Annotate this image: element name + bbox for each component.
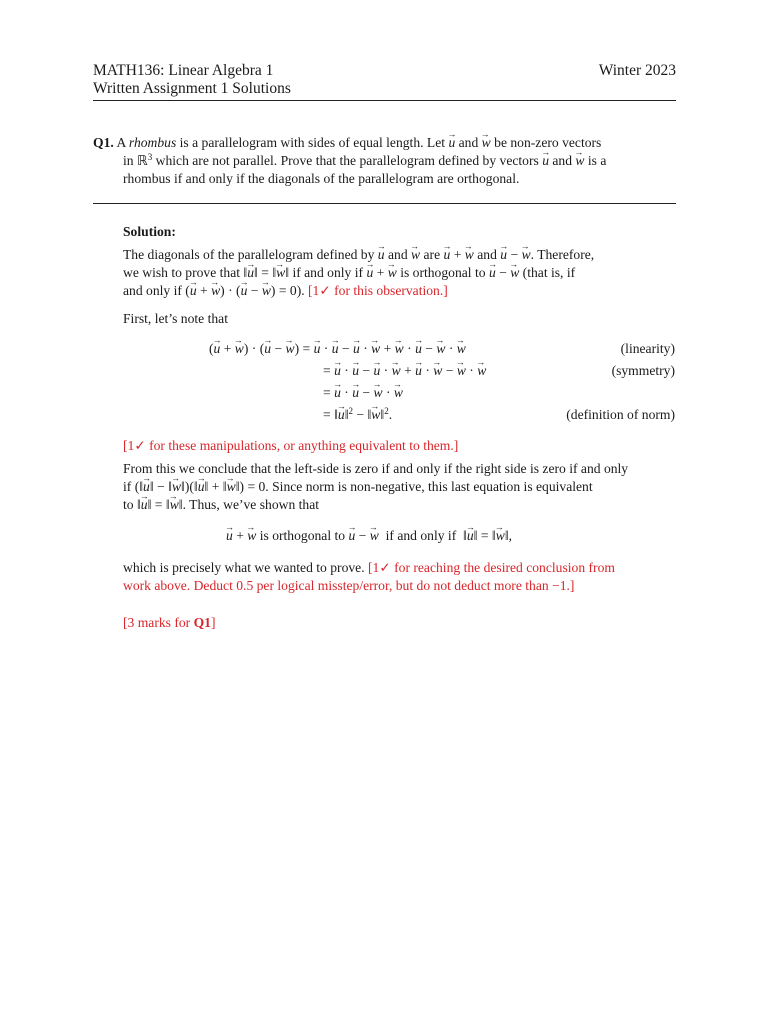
mark-conclusion-1: [1✓ for reaching the desired conclusion from <box>368 560 615 575</box>
question-text: Q1. A rhombus is a parallelogram with sides of equal length. Let → u and → w be non-zero vectors <box>93 134 676 152</box>
question-line-3: rhombus if and only if the diagonals of the parallelogram are orthogonal. <box>123 171 520 186</box>
equation-line-3: = → u · → u − → w · → w <box>323 384 403 402</box>
tag-definition-of-norm: (definition of norm) <box>566 407 675 422</box>
equation-line-4: = ‖→ u‖$^2$ − ‖→ w‖$^2$. <box>323 406 392 424</box>
solution-para-1: The diagonals of the parallelogram defined by → u and → w are → u + → w and → u − → w. Therefore, we wish to prove that ‖→ u‖ = ‖→ w‖ if and only if → u + → w is orthogonal to → u − → w (that is, if and only if (→ u + → w) · (→ u − → w) = 0). [1✓ for this observation.] <box>123 246 676 300</box>
solution-para-2: From this we conclude that the left-side is zero if and only if the right side is zero if and only if (‖→ u‖ − ‖→ w‖)(‖→ u‖ + ‖→ w‖) = 0. Since norm is non-negative, this last equation is equivalent to ‖→ u‖ = ‖→ w‖. Thus, we’ve shown that <box>123 460 676 514</box>
solution-para-3 <box>123 559 676 595</box>
q-text-d: be non-zero vectors <box>490 135 602 150</box>
rhombus-term: rhombus <box>128 135 177 150</box>
question-line-2: in ℝ$^3$ which are not parallel. Prove that the parallelogram defined by vectors → u and → w is a <box>123 152 676 170</box>
equation-line-1: (→ u + → w) · (→ u − → w) = → u · → u − → u · → w + → w · → u − → w · → w <box>209 340 466 358</box>
first-note: First, let’s note that <box>123 311 228 326</box>
mark-observation: [1✓ for this observation.] <box>308 283 448 298</box>
mark-manipulations: [1✓ for these manipulations, or anything equivalent to them.] <box>123 438 459 453</box>
conclusion-text: which is precisely what we wanted to prove. <box>123 560 365 575</box>
mark-conclusion-2: work above. Deduct 0.5 per logical misstep/error, but do not deduct more than −1.] <box>123 578 575 593</box>
question-label: Q1. <box>93 135 114 150</box>
q-text-c: and <box>455 135 482 150</box>
tag-linearity: (linearity) <box>620 341 675 356</box>
display-conclusion: → u + → w is orthogonal to → u − → w if and only if ‖→ u‖ = ‖→ w‖, <box>226 527 512 545</box>
q-text-a: A <box>116 135 129 150</box>
term-label: Winter 2023 <box>598 62 676 79</box>
tag-symmetry: (symmetry) <box>611 363 675 378</box>
equation-line-2: = → u · → u − → u · → w + → u · → w − → w · → w <box>323 362 486 380</box>
solution-heading: Solution: <box>123 224 176 239</box>
header-divider <box>93 100 676 101</box>
assignment-title: Written Assignment 1 Solutions <box>93 80 291 97</box>
q-text-b: is a parallelogram with sides of equal length. Let <box>176 135 449 150</box>
marks-suffix: ] <box>210 615 216 630</box>
page-header <box>93 62 676 98</box>
marks-prefix: [3 marks for <box>123 615 194 630</box>
q-line2-text: which are not parallel. Prove that the parallelogram defined by vectors <box>155 153 539 168</box>
question-divider <box>93 203 676 204</box>
course-title: MATH136: Linear Algebra 1 <box>93 62 274 79</box>
total-marks <box>123 614 216 632</box>
marks-question: Q1 <box>193 615 211 630</box>
